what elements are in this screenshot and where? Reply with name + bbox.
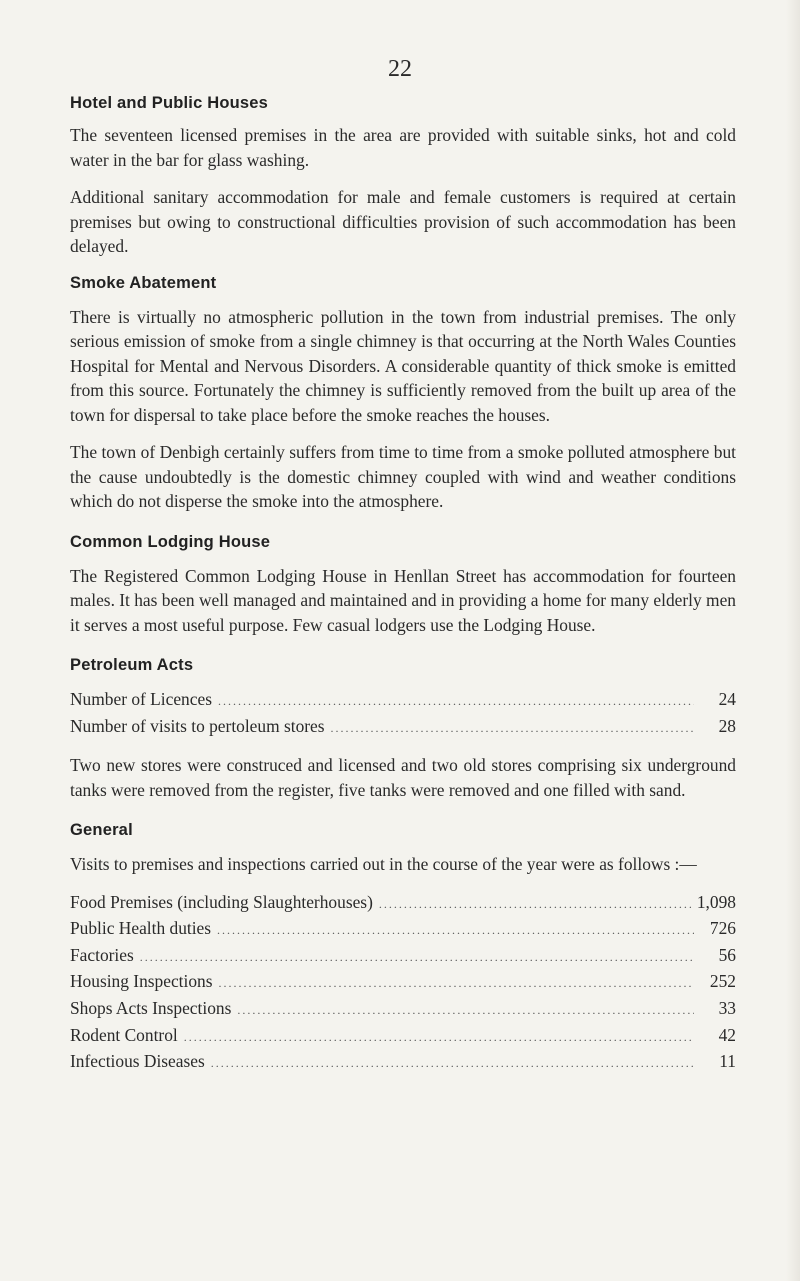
heading-lodging: Common Lodging House xyxy=(70,532,271,551)
section-petroleum xyxy=(70,656,736,802)
row-value: 42 xyxy=(718,1024,736,1045)
list-row xyxy=(70,969,736,996)
dot-leader xyxy=(140,945,694,970)
dot-leader xyxy=(379,892,691,917)
paragraph-lodging-1: The Registered Common Lodging House in Henllan Street has accommodation for fourteen males. It has been well managed and maintained and in providing a home for many elderly men it serves a most useful purpose. Few casual lodgers use the Lodging House. xyxy=(70,565,736,635)
paragraph-smoke-2: The town of Denbigh certainly suffers from time to time from a smoke polluted atmosphere but the cause undoubtedly is the domestic chimney coupled with wind and weather conditions which do not disperse the smoke into the atmosphere. xyxy=(70,442,736,511)
dot-leader xyxy=(219,971,695,996)
paragraph-general-intro: Visits to premises and inspections carried out in the course of the year were as follows :— xyxy=(70,854,697,875)
row-value: 11 xyxy=(719,1051,736,1072)
page-number: 22 xyxy=(388,56,412,82)
list-row xyxy=(70,890,736,917)
row-value: 252 xyxy=(709,971,736,992)
row-label: Factories xyxy=(70,944,134,965)
section-general xyxy=(70,821,736,1076)
section-lodging xyxy=(70,533,736,638)
row-value: 56 xyxy=(718,944,736,965)
dot-leader xyxy=(211,1051,694,1076)
dot-leader xyxy=(237,998,694,1023)
paragraph-smoke-1: There is virtually no atmospheric pollution in the town from industrial premises. The only serious emission of smoke from a single chimney is that occurring at the North Wales Counties Hospital for Mental and Nervous Disorders. A considerable quantity of thick smoke is emitted from this source. Fortunately the chimney is sufficiently removed from the built up area of the town for dispersal to take place before the smoke reaches the houses. xyxy=(70,306,736,425)
dot-leader xyxy=(218,689,694,714)
heading-hotel: Hotel and Public Houses xyxy=(70,94,269,112)
list-row xyxy=(70,996,736,1023)
row-label: Rodent Control xyxy=(70,1024,178,1045)
row-value: 24 xyxy=(718,689,736,709)
list-row xyxy=(70,1023,736,1050)
list-row xyxy=(70,943,736,970)
list-row xyxy=(70,687,736,714)
list-row xyxy=(70,916,736,943)
row-label: Number of Licences xyxy=(70,689,212,709)
row-value: 1,098 xyxy=(696,891,736,912)
section-smoke xyxy=(70,274,736,514)
list-row xyxy=(70,1049,736,1076)
petroleum-list xyxy=(70,687,736,740)
row-value: 726 xyxy=(709,918,736,939)
paragraph-hotel-1: The seventeen licensed premises in the area are provided with suitable sinks, hot and cold water in the bar for glass washing. xyxy=(70,125,736,170)
dot-leader xyxy=(331,716,694,741)
row-label: Housing Inspections xyxy=(70,971,213,992)
row-label: Food Premises (including Slaughterhouses) xyxy=(70,891,373,912)
heading-general: General xyxy=(70,821,133,840)
general-list xyxy=(70,890,736,1076)
page-edge-shadow xyxy=(786,0,800,1281)
dot-leader xyxy=(217,918,694,943)
row-label: Number of visits to pertoleum stores xyxy=(70,715,325,736)
row-label: Infectious Diseases xyxy=(70,1051,205,1072)
list-row xyxy=(70,714,736,741)
row-label: Public Health duties xyxy=(70,918,212,939)
heading-petroleum: Petroleum Acts xyxy=(70,656,194,674)
row-value: 28 xyxy=(718,715,736,736)
paragraph-hotel-2: Additional sanitary accommodation for male and female customers is required at certain premises but owing to constructional difficulties provision of such accommodation has been delayed. xyxy=(70,187,736,256)
paragraph-petroleum-1: Two new stores were construced and licensed and two old stores comprising six underground tanks were removed from the register, five tanks were removed and one filled with sand. xyxy=(70,755,736,800)
page-content xyxy=(70,94,736,1076)
dot-leader xyxy=(184,1025,694,1050)
row-value: 33 xyxy=(718,998,736,1019)
section-hotel xyxy=(70,94,736,259)
heading-smoke: Smoke Abatement xyxy=(70,273,217,292)
row-label: Shops Acts Inspections xyxy=(70,998,232,1019)
